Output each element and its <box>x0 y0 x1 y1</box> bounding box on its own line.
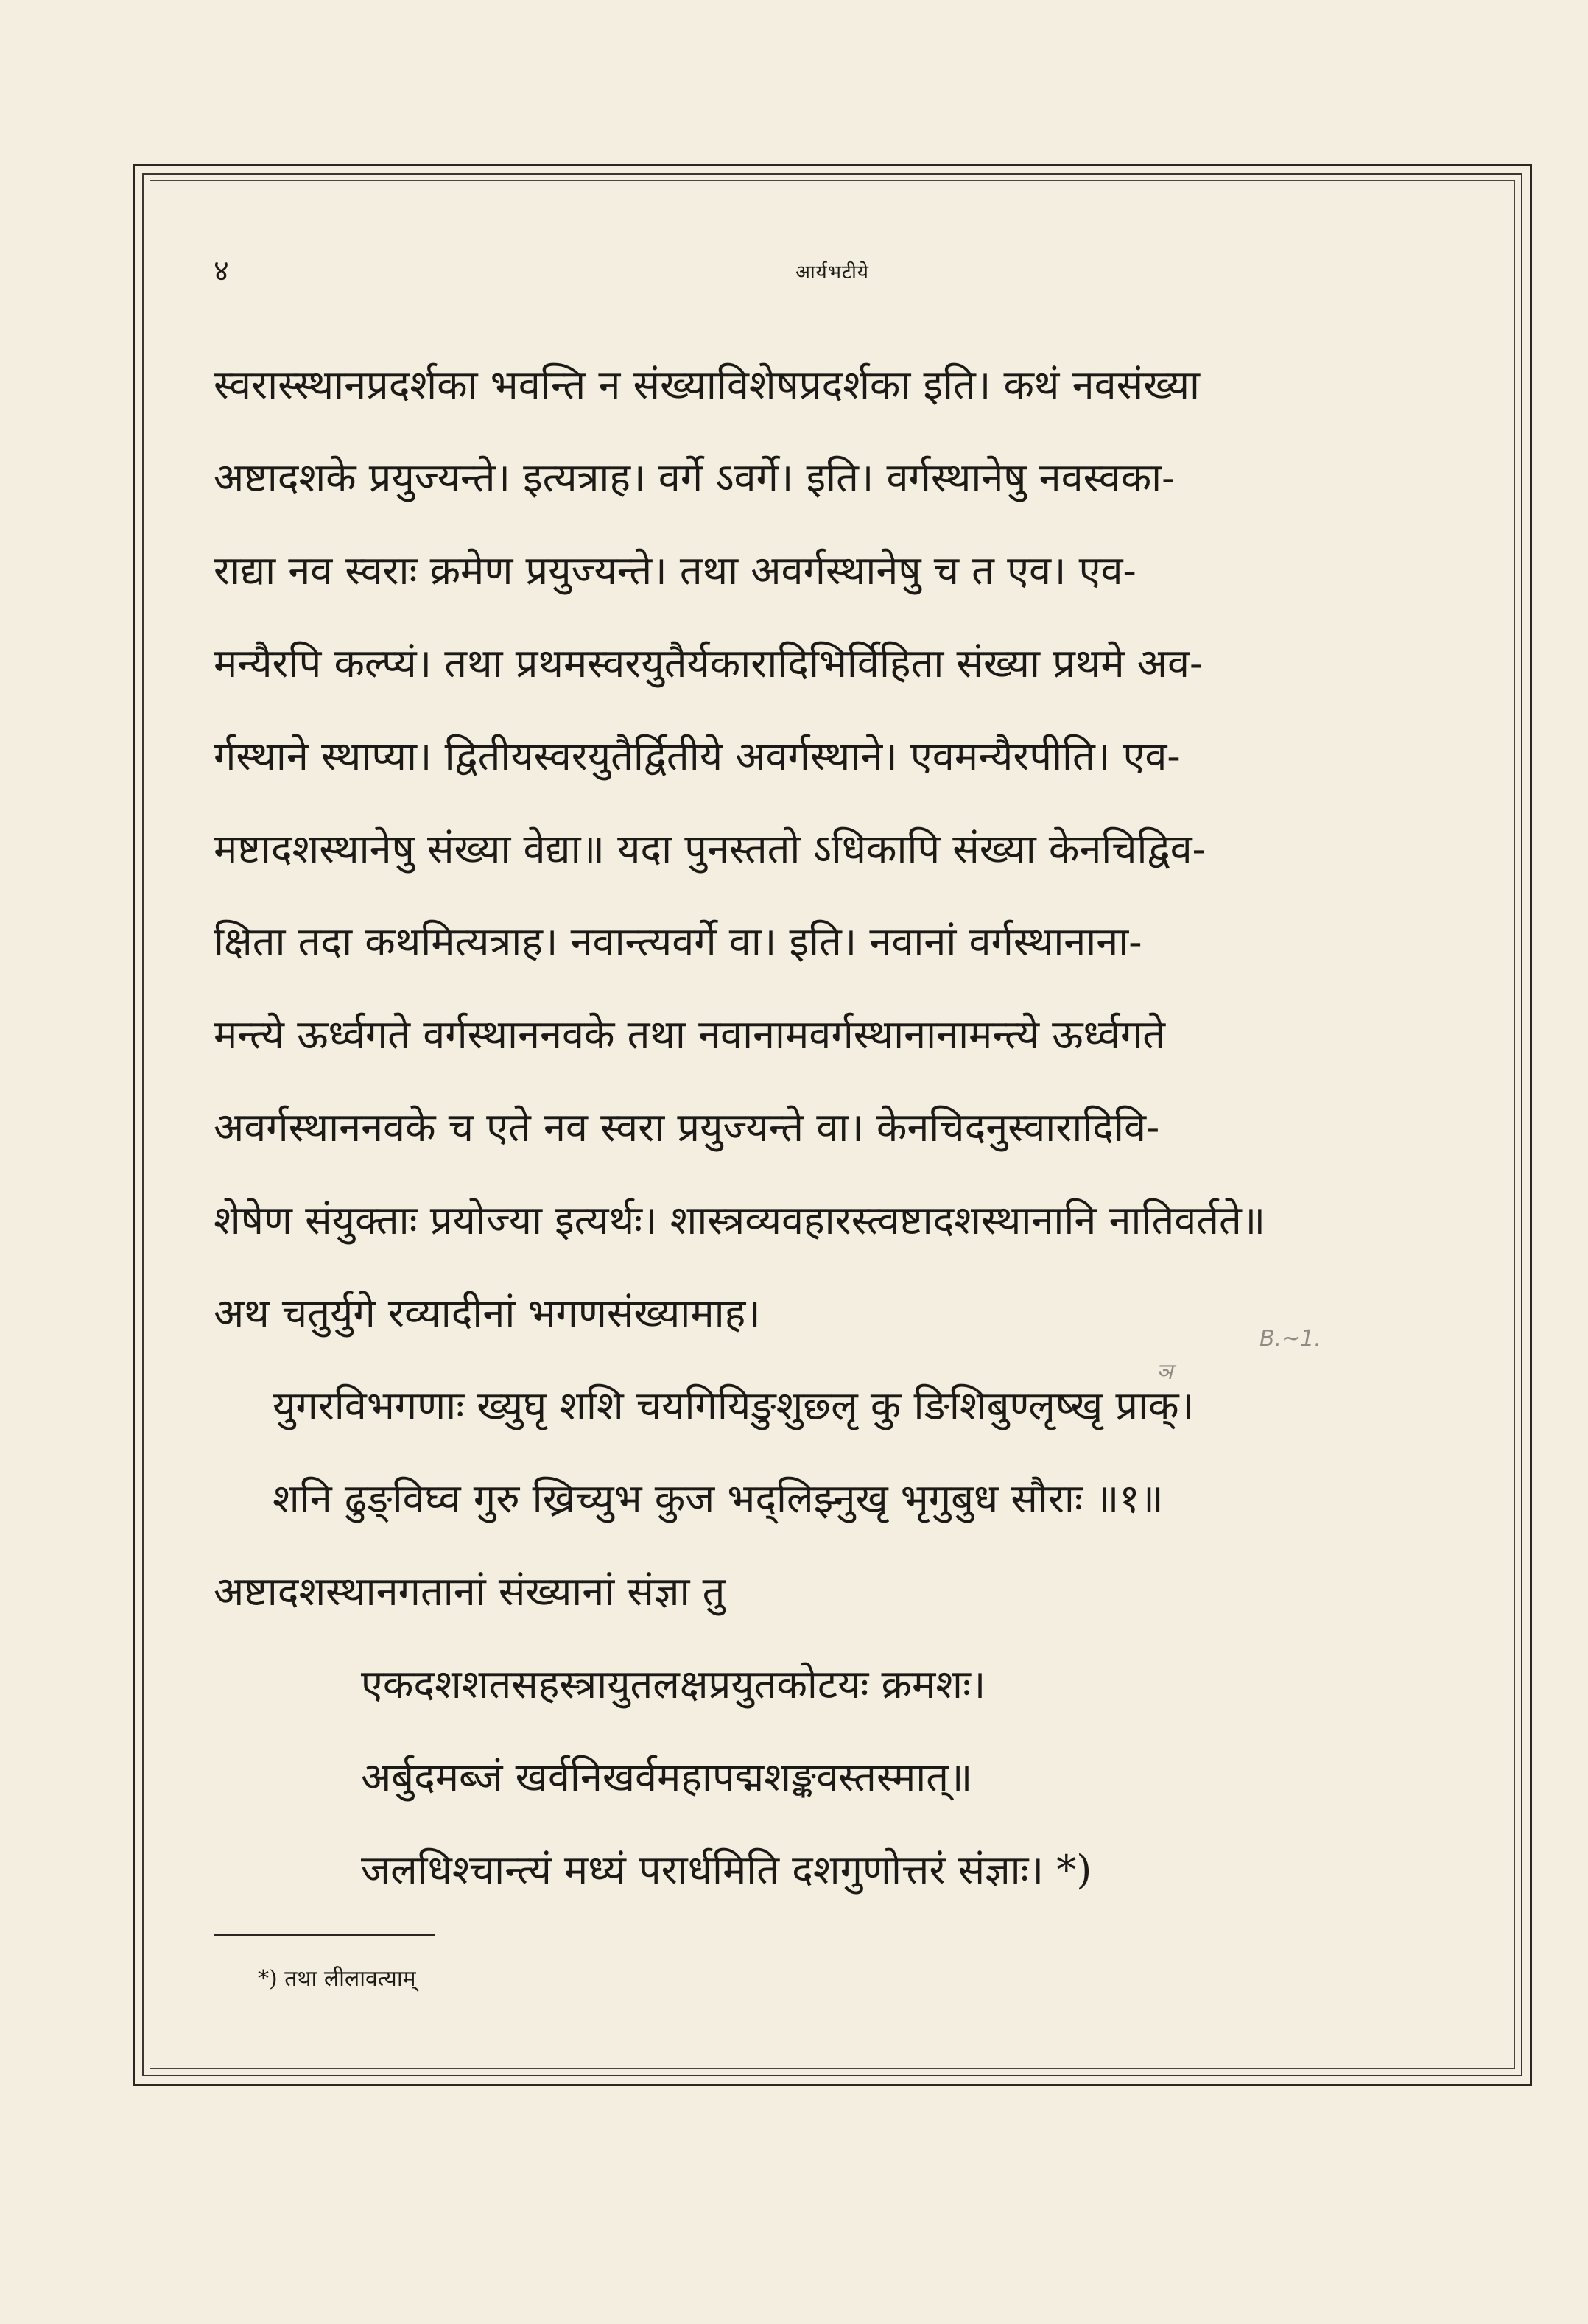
body-line-5: र्गस्थाने स्थाप्या। द्वितीयस्वरयुतैर्द्वितीये अवर्गस्थाने। एवमन्यैरपीति। एव- <box>214 733 1181 779</box>
pencil-annotation-2: ञ <box>1156 1359 1173 1385</box>
quote-line-2: अर्बुदमब्जं खर्वनिखर्वमहापद्मशङ्कवस्तस्मात्॥ <box>361 1754 973 1800</box>
quote-line-3: जलधिश्चान्त्यं मध्यं परार्धमिति दशगुणोत्तरं संज्ञाः। *) <box>361 1847 1092 1893</box>
footnote: *) तथा लीलावत्याम् <box>258 1966 416 1992</box>
verse-line-1: युगरविभगणाः ख्युघृ शशि चयगियिङुशुछ्लृ कु ङिशिबुण्लृष्खृ प्राक्। <box>273 1383 1195 1429</box>
body-line-8: मन्त्ये ऊर्ध्वगते वर्गस्थाननवके तथा नवानामवर्गस्थानानामन्त्ये ऊर्ध्वगते <box>214 1011 1166 1058</box>
body-line-7: क्षिता तदा कथमित्यत्राह। नवान्त्यवर्गे वा। इति। नवानां वर्गस्थानाना- <box>214 919 1142 965</box>
body-line-10: शेषेण संयुक्ताः प्रयोज्या इत्यर्थः। शास्त्रव्यवहारस्त्वष्टादशस्थानानि नातिवर्तते॥ <box>214 1197 1266 1243</box>
intro-line: अष्टादशस्थानगतानां संख्यानां संज्ञा तु <box>214 1568 726 1615</box>
page-number: ४ <box>214 254 229 288</box>
body-line-11: अथ चतुर्युगे रव्यादीनां भगणसंख्यामाह। <box>214 1290 761 1336</box>
quote-line-1: एकदशशतसहस्त्रायुतलक्षप्रयुतकोटयः क्रमशः। <box>361 1661 986 1707</box>
body-line-9: अवर्गस्थाननवके च एते नव स्वरा प्रयुज्यन्ते वा। केनचिदनुस्वारादिवि- <box>214 1104 1160 1151</box>
running-head: आर्यभटीये <box>795 261 869 284</box>
pencil-annotation: B.~1. <box>1259 1326 1321 1352</box>
footnote-divider <box>214 1934 435 1936</box>
body-line-6: मष्टादशस्थानेषु संख्या वेद्या॥ यदा पुनस्ततो ऽधिकापि संख्या केनचिद्विव- <box>214 826 1206 872</box>
body-line-4: मन्यैरपि कल्प्यं। तथा प्रथमस्वरयुतैर्यकारादिभिर्विहिता संख्या प्रथमे अव- <box>214 640 1204 687</box>
body-line-1: स्वरास्स्थानप्रदर्शका भवन्ति न संख्याविशेषप्रदर्शका इति। कथं नवसंख्या <box>214 362 1200 408</box>
body-line-3: राद्या नव स्वराः क्रमेण प्रयुज्यन्ते। तथा अवर्गस्थानेषु च त एव। एव- <box>214 547 1136 594</box>
body-line-2: अष्टादशके प्रयुज्यन्ते। इत्यत्राह। वर्गे ऽवर्गे। इति। वर्गस्थानेषु नवस्वका- <box>214 454 1176 501</box>
verse-line-2: शनि ढुङ्विघ्व गुरु ख्रिच्युभ कुज भद्लिझ्नुखृ भृगुबुध सौराः ॥१॥ <box>273 1475 1164 1522</box>
